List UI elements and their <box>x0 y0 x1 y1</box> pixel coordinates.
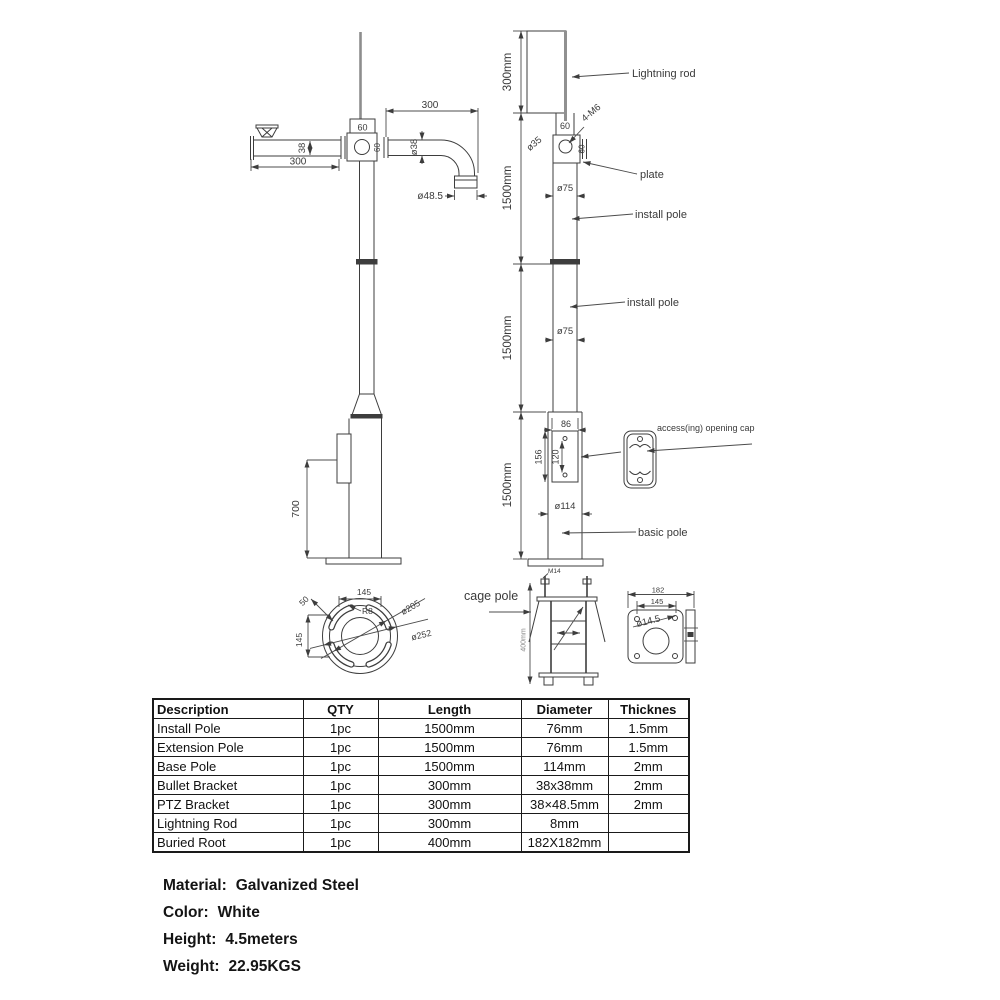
dim-section-2: 1500mm <box>502 315 514 361</box>
cell-description: Lightning Rod <box>153 814 303 833</box>
root-plate-view <box>628 586 698 664</box>
access-door <box>337 434 351 483</box>
dim-opening-width: 86 <box>560 419 572 429</box>
cell-thickness: 1.5mm <box>608 738 689 757</box>
dim-arm-height: 38 <box>297 142 308 154</box>
dim-door-offset: 700 <box>290 500 302 518</box>
cell-qty: 1pc <box>303 719 378 738</box>
spec-table <box>152 698 690 853</box>
cell-length: 300mm <box>378 814 521 833</box>
dim-arm-diameter: ø38 <box>409 138 420 156</box>
cell-description: Install Pole <box>153 719 303 738</box>
cell-thickness <box>608 814 689 833</box>
cell-length: 400mm <box>378 833 521 853</box>
cell-diameter: 182X182mm <box>521 833 608 853</box>
cell-length: 300mm <box>378 776 521 795</box>
table-row <box>153 738 689 757</box>
dim-plate-bolts: 4-M6 <box>579 101 604 125</box>
cell-description: Base Pole <box>153 757 303 776</box>
cell-qty: 1pc <box>303 795 378 814</box>
dim-arm-length: 300 <box>289 156 307 168</box>
spec-color-label: Color: <box>163 904 209 921</box>
table-row <box>153 833 689 853</box>
label-install-pole-1: install pole <box>635 209 687 221</box>
cage-view <box>464 568 605 685</box>
side-view <box>502 31 755 566</box>
dim-plate-hole: ø35 <box>524 134 545 154</box>
dim-plate-width: 60 <box>559 121 571 131</box>
flange-view <box>294 587 432 674</box>
cell-qty: 1pc <box>303 814 378 833</box>
dim-pole-dia-1: ø75 <box>556 183 574 194</box>
spec-color-value: White <box>217 904 260 921</box>
cell-diameter: 114mm <box>521 757 608 776</box>
dim-flange-spacing-h: 145 <box>356 587 372 597</box>
cell-qty: 1pc <box>303 833 378 853</box>
cell-description: Extension Pole <box>153 738 303 757</box>
cell-diameter: 8mm <box>521 814 608 833</box>
cell-diameter: 38x38mm <box>521 776 608 795</box>
dim-bracket-top-length: 300 <box>421 100 439 111</box>
dim-pole-dia-2: ø75 <box>556 326 574 337</box>
dim-cap-width: 60 <box>357 122 368 133</box>
product-specs <box>163 872 359 980</box>
label-cage-pole: cage pole <box>464 589 519 603</box>
spec-color <box>163 899 359 926</box>
dim-section-3: 1500mm <box>502 462 514 508</box>
cell-length: 1500mm <box>378 757 521 776</box>
cell-qty: 1pc <box>303 776 378 795</box>
label-basic-pole: basic pole <box>638 527 688 539</box>
table-row <box>153 757 689 776</box>
cell-diameter: 76mm <box>521 719 608 738</box>
spec-material <box>163 872 359 899</box>
cell-thickness <box>608 833 689 853</box>
cell-description: Buried Root <box>153 833 303 853</box>
dim-flange-outer-dia: ø252 <box>410 627 433 643</box>
dim-flange-slot-length: 50 <box>296 593 311 608</box>
label-lightning-rod: Lightning rod <box>632 68 696 80</box>
access-cap-detail <box>581 431 752 488</box>
dim-cage-bolt: M14 <box>548 568 561 575</box>
table-row <box>153 776 689 795</box>
cell-length: 1500mm <box>378 738 521 757</box>
cell-description: PTZ Bracket <box>153 795 303 814</box>
dim-cap-side: 60 <box>373 143 382 152</box>
col-header-description: Description <box>153 699 303 719</box>
dim-flange-slot-radius: R8 <box>362 606 373 616</box>
label-plate: plate <box>640 169 664 181</box>
spec-material-label: Material: <box>163 877 227 894</box>
cell-thickness: 2mm <box>608 757 689 776</box>
cell-qty: 1pc <box>303 757 378 776</box>
dim-section-1: 1500mm <box>502 165 514 211</box>
spec-weight-value: 22.95KGS <box>228 958 301 975</box>
spec-height <box>163 926 359 953</box>
dim-flange-bolt-circle: ø205 <box>399 597 422 617</box>
dim-root-hole-dia: ø14.5 <box>635 613 662 630</box>
camera-mount-icon <box>256 125 278 137</box>
dim-elbow-diameter: ø48.5 <box>417 191 443 202</box>
spec-weight-label: Weight: <box>163 958 220 975</box>
table-header-row <box>153 699 689 719</box>
cell-diameter: 76mm <box>521 738 608 757</box>
spec-height-label: Height: <box>163 931 217 948</box>
col-header-length: Length <box>378 699 521 719</box>
dim-root-hole-spacing: 145 <box>650 597 664 606</box>
table-row <box>153 814 689 833</box>
spec-material-value: Galvanized Steel <box>235 877 359 894</box>
label-access-cap: access(ing) opening cap <box>657 423 755 433</box>
cell-description: Bullet Bracket <box>153 776 303 795</box>
table-row <box>153 719 689 738</box>
col-header-qty: QTY <box>303 699 378 719</box>
spec-height-value: 4.5meters <box>225 931 298 948</box>
col-header-diameter: Diameter <box>521 699 608 719</box>
cell-diameter: 38×48.5mm <box>521 795 608 814</box>
table-row <box>153 795 689 814</box>
dim-rod-section: 300mm <box>502 52 514 92</box>
front-view <box>251 32 488 564</box>
col-header-thickness: Thicknes <box>608 699 689 719</box>
dim-cage-length: 400mm <box>520 628 528 652</box>
cell-thickness: 2mm <box>608 776 689 795</box>
cell-length: 300mm <box>378 795 521 814</box>
spec-weight <box>163 953 359 980</box>
cell-thickness: 1.5mm <box>608 719 689 738</box>
cell-length: 1500mm <box>378 719 521 738</box>
cell-thickness: 2mm <box>608 795 689 814</box>
cell-qty: 1pc <box>303 738 378 757</box>
label-install-pole-2: install pole <box>627 297 679 309</box>
dim-root-outer-width: 182 <box>651 585 665 595</box>
dim-base-dia: ø114 <box>554 501 576 512</box>
dim-opening-height: 156 <box>533 449 544 465</box>
dim-plate-side: 60 <box>577 144 587 154</box>
dim-opening-inner: 120 <box>550 449 561 465</box>
dim-flange-spacing-v: 145 <box>294 632 304 648</box>
